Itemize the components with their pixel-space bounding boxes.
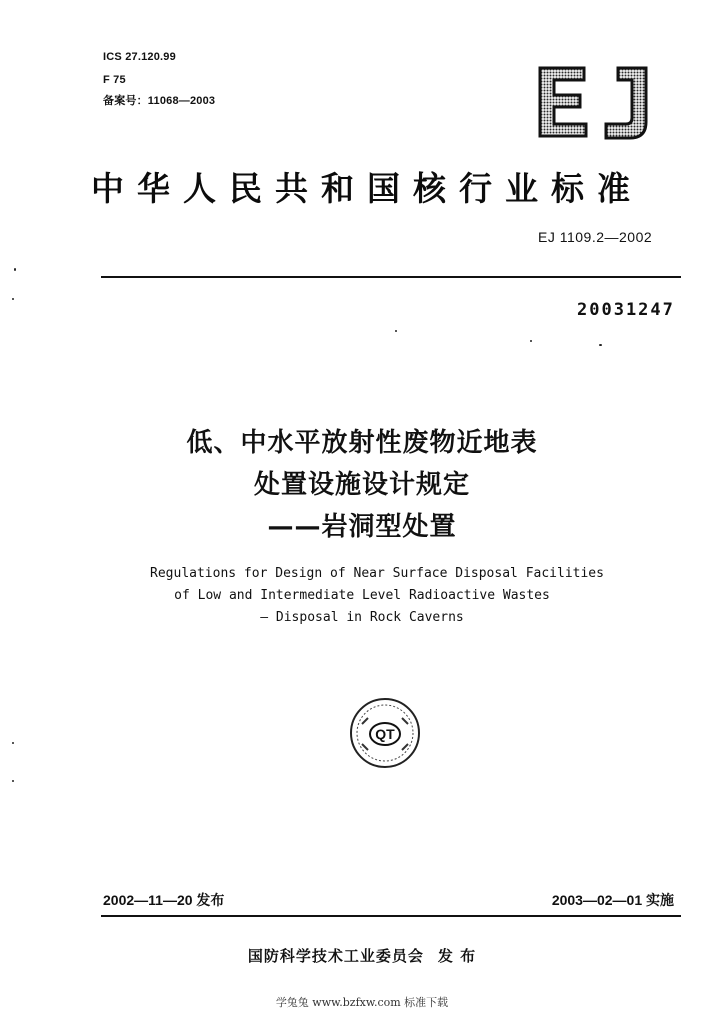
chinese-title-line-1: 低、中水平放射性废物近地表 xyxy=(186,428,538,458)
standard-number: EJ 1109.2—2002 xyxy=(538,229,653,245)
scan-speck xyxy=(14,268,16,271)
download-watermark: 学兔兔 www.bzfxw.com 标准下载 xyxy=(275,996,449,1009)
scan-speck xyxy=(12,780,14,782)
publisher xyxy=(0,945,724,966)
chinese-title-line-2: 处置设施设计规定 xyxy=(253,470,470,500)
bottom-divider xyxy=(101,915,681,917)
scan-speck xyxy=(395,330,397,332)
ics-code: ICS 27.120.99 xyxy=(103,51,176,63)
publisher-suffix: 发 布 xyxy=(437,947,477,965)
scan-speck xyxy=(12,742,14,744)
english-title-line-1: Regulations for Design of Near Surface Disposal Facilities xyxy=(150,566,604,581)
chinese-title-line-3: ——岩洞型处置 xyxy=(267,512,457,542)
seal-text: QT xyxy=(375,726,395,742)
publisher-name: 国防科学技术工业委员会 xyxy=(247,947,424,965)
standard-classification-title: 中华人民共和国核行业标准 xyxy=(91,169,643,208)
archive-number: 20031247 xyxy=(577,300,675,320)
issue-date: 2002—11—20 发布 xyxy=(103,892,225,908)
filing-number: 备案号：11068—2003 xyxy=(103,95,216,107)
top-divider xyxy=(101,276,681,278)
ccs-code: F 75 xyxy=(103,74,126,86)
ej-logo xyxy=(534,62,654,142)
scan-speck xyxy=(12,298,14,300)
english-title-line-2: of Low and Intermediate Level Radioactive Wastes xyxy=(174,588,550,603)
scan-speck xyxy=(599,344,602,346)
implementation-date: 2003—02—01 实施 xyxy=(551,892,674,908)
scan-speck xyxy=(530,340,532,342)
english-title-line-3: — Disposal in Rock Caverns xyxy=(260,610,464,625)
qt-seal-stamp xyxy=(348,696,422,770)
